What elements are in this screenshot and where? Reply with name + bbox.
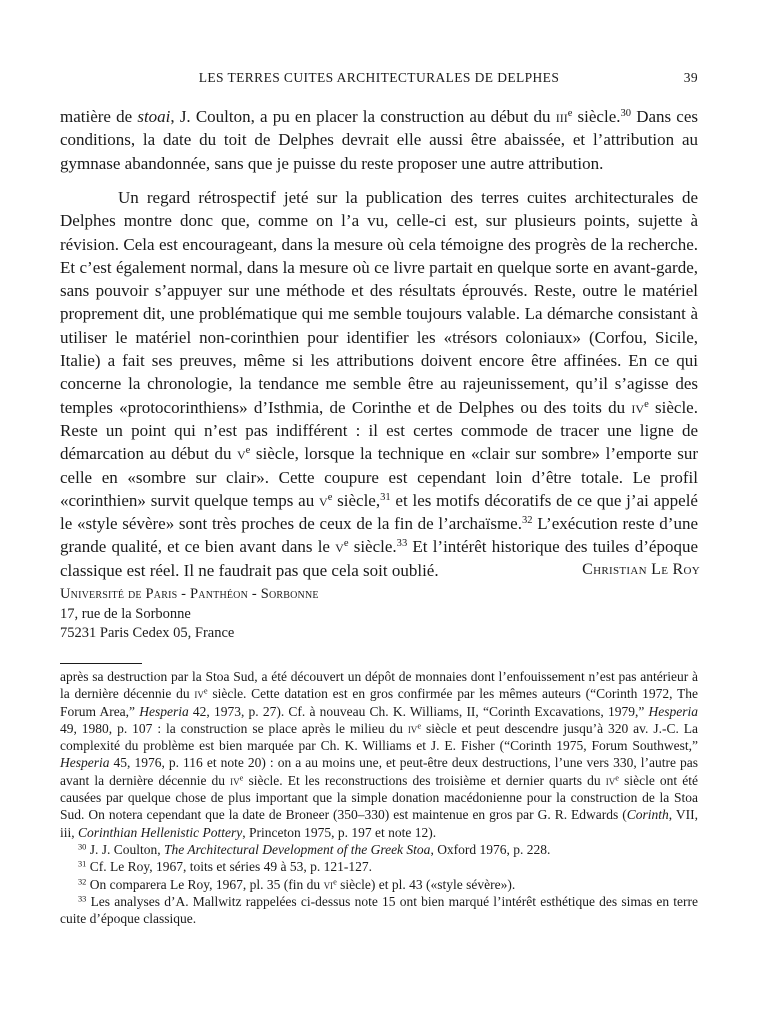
- roman-numeral: vi: [323, 876, 334, 892]
- city-address: 75231 Paris Cedex 05, France: [60, 625, 235, 641]
- text-run: siècle, lorsque la technique en «clair sur sombre» l’emporte sur celle en «sombre sur clair». Cette coupure est cependant loin d’être totale. Le profil «corinthien» survit quelque temps au: [60, 444, 698, 510]
- text-run: Un regard rétrospectif jeté sur la publication des terres cuites architecturales de Delphes montre donc que, comme on l’a vu, celle-ci est, sur plusieurs points, sujette à révision. Cela est encourageant, dans la mesure où cela témoigne des progrès de la recherche. Et c’est également normal, dans la mesure où ce livre partait en quelque sorte en avant-garde, sans pouvoir s’appuyer sur une méthode et des résultats éprouvés. Reste, outre le matériel proprement dit, une problématique qui me semble toujours valable. La démarche consistant à utiliser le matériel non-corinthien pour identifier les «trésors coloniaux» (Corfou, Sicile, Italie) a fait ses preuves, même si les attributions doivent encore être affinées. En ce qui concerne la chronologie, la tendance me semble être au rajeunissement, qu’il s’agisse des temples «protocorinthiens» d’Isthmia, de Corinthe et de Delphes ou des toits du: [60, 188, 698, 417]
- text-run: siècle.: [348, 537, 397, 557]
- ordinal-superscript: e: [644, 398, 649, 410]
- roman-numeral: iv: [605, 772, 616, 788]
- running-header: [60, 70, 698, 92]
- text-run: J. J. Coulton,: [86, 841, 164, 857]
- footnote-ref-30: 30: [620, 108, 632, 120]
- author-signature: Christian Le Roy: [582, 561, 700, 578]
- footnote-31: [60, 858, 698, 875]
- text-run: 45, 1976, p. 116 et note 20) : on a au moins une, et peut-être deux destructions, l’une vers 330, l’autre pas avant la dernière décennie du: [60, 755, 698, 788]
- ordinal-superscript: e: [245, 445, 251, 457]
- ordinal-superscript: e: [615, 773, 619, 783]
- text-run: 42, 1973, p. 27). Cf. à nouveau Ch. K. Williams, II, “Corinth Excavations, 1979,”: [188, 703, 649, 719]
- text-run: siècle ont été causées par quelque chose de plus important que la simple donation macédonienne pour la construction de la Stoa Sud. On notera cependant que la date de Broneer (350–330) est maintenue en gros par G. R. Edwards (: [60, 772, 698, 823]
- text-run: siècle.: [572, 107, 621, 126]
- roman-numeral: iv: [631, 397, 645, 417]
- paragraph-continued: [60, 105, 698, 175]
- roman-numeral: v: [335, 537, 344, 557]
- text-run: , VII, iii,: [60, 807, 699, 840]
- ordinal-superscript: e: [327, 492, 333, 504]
- text-run: 49, 1980, p. 107 : la construction se place après le milieu du: [60, 720, 408, 736]
- footnote-32: [60, 876, 698, 893]
- roman-numeral: v: [236, 444, 246, 464]
- roman-numeral: iv: [194, 686, 204, 702]
- page-number: 39: [683, 70, 698, 85]
- text-run: Dans ces conditions, la date du toit de Delphes devrait elle aussi être abaissée, et l’attribution au gymnase abandonnée, sans que je puisse du reste proposer une autre attribution.: [60, 107, 698, 173]
- footnote-ref-32: 32: [521, 515, 533, 527]
- footnote-30: [60, 841, 698, 858]
- roman-numeral: iii: [555, 107, 568, 126]
- text-run: siècle. Cette datation est en gros confirmée par les mêmes auteurs (“Corinth 1972, The Forum Area,”: [60, 686, 698, 719]
- street-address: 17, rue de la Sorbonne: [60, 605, 191, 622]
- text-run: siècle. Reste un point qui n’est pas indifférent : il est certes commode de tracer une ligne de démarcation au début du: [60, 397, 698, 464]
- ordinal-superscript: e: [567, 108, 573, 120]
- roman-numeral: v: [319, 490, 328, 510]
- ordinal-superscript: e: [239, 773, 244, 783]
- text-run: Et l’intérêt historique des tuiles d’époque classique est réel. Il ne faudrait pas que cela soit oublié.: [60, 537, 698, 580]
- italic-run: Corinth: [626, 807, 669, 823]
- footnote-continued: [60, 668, 698, 841]
- author-affiliation: [60, 585, 319, 644]
- ordinal-superscript: e: [333, 876, 337, 886]
- text-run: Les analyses d’A. Mallwitz rappelées ci-dessus note 15 ont bien marqué l’intérêt esthétique des simas en terre cuite d’époque classique.: [60, 893, 698, 927]
- text-run: siècle,: [332, 490, 381, 510]
- ordinal-superscript: e: [417, 721, 422, 731]
- footnote-number: 31: [78, 859, 87, 869]
- footnote-number: 33: [78, 894, 87, 904]
- text-run: , Oxford 1976, p. 228.: [430, 841, 551, 857]
- footnote-33: [60, 893, 698, 928]
- ordinal-superscript: e: [203, 686, 208, 696]
- text-run: siècle et peut descendre jusqu’à 320 av. J.-C. La complexité du problème est bien marquée par Ch. K. Williams et J. E. Fisher (“Corinth 1975, Forum Southwest,”: [60, 720, 698, 754]
- text-run: On comparera Le Roy, 1967, pl. 35 (fin du: [86, 876, 324, 892]
- text-run: , J. Coulton, a pu en placer la construction au début du: [170, 107, 556, 126]
- paragraph-conclusion: [60, 186, 698, 582]
- italic-run: stoai: [137, 107, 171, 126]
- text-run: siècle. Et les reconstructions des troisième et dernier quarts du: [243, 772, 606, 788]
- ordinal-superscript: e: [343, 538, 349, 550]
- footnotes: [60, 668, 698, 927]
- text-run: Cf. Le Roy, 1967, toits et séries 49 à 53, p. 121-127.: [86, 859, 372, 875]
- footnote-separator: [60, 663, 142, 664]
- italic-run: Hesperia: [139, 703, 189, 719]
- text-run: L’exécution reste d’une grande qualité, et ce bien avant dans le: [60, 514, 698, 557]
- footnote-number: 32: [78, 876, 87, 886]
- italic-run: Hesperia: [648, 703, 699, 719]
- footnote-ref-31: 31: [380, 492, 391, 504]
- footnote-ref-33: 33: [396, 538, 408, 550]
- university-name: Université de Paris - Panthéon - Sorbonne: [60, 586, 319, 602]
- text-run: après sa destruction par la Stoa Sud, a été découvert un dépôt de monnaies dont l’enfouissement n’est pas antérieur à la dernière décennie du: [60, 669, 698, 702]
- roman-numeral: iv: [407, 720, 418, 736]
- text-run: siècle) et pl. 43 («style sévère»).: [336, 876, 516, 892]
- running-title: LES TERRES CUITES ARCHITECTURALES DE DELPHES: [198, 70, 560, 85]
- italic-run: Corinthian Hellenistic Pottery: [78, 824, 243, 840]
- text-run: matière de: [60, 107, 138, 126]
- text-run: et les motifs décoratifs de ce que j’ai appelé le «style sévère» sont très proches de ceux de la fin de l’archaïsme.: [60, 490, 698, 534]
- italic-run: Hesperia: [60, 755, 110, 771]
- text-run: , Princeton 1975, p. 197 et note 12).: [242, 824, 437, 840]
- roman-numeral: iv: [230, 772, 240, 788]
- footnote-number: 30: [78, 842, 87, 852]
- italic-run: The Architectural Development of the Greek Stoa: [164, 841, 431, 857]
